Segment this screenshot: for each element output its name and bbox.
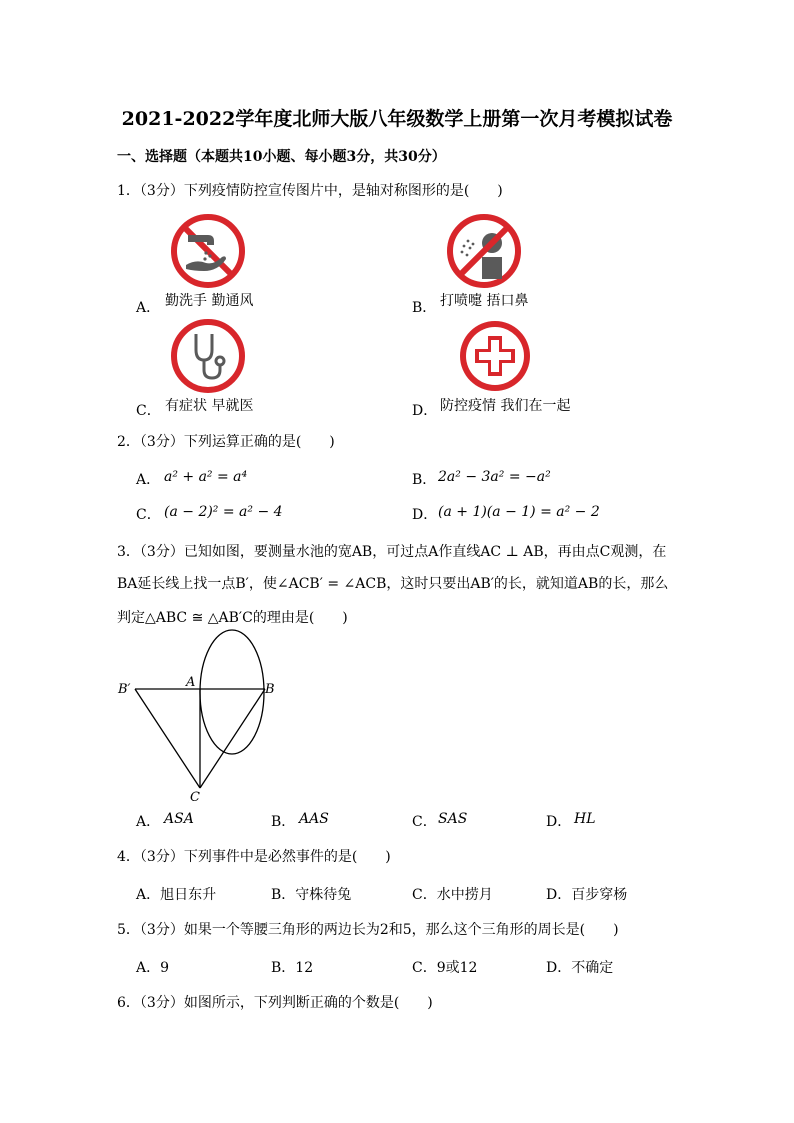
q2-option-c-expr: (a − 2)² = a² − 4 <box>164 504 283 520</box>
q3-option-b-text: AAS <box>299 811 329 827</box>
handwash-icon <box>170 213 246 289</box>
q4-option-a-text: 旭日东升 <box>160 887 217 903</box>
segment-b-c <box>200 689 265 788</box>
q4-option-c-letter: C． <box>412 887 437 903</box>
q5-option-d-letter: D． <box>546 960 572 976</box>
q1-option-b-caption: 打喷嚏 捂口鼻 <box>440 293 529 309</box>
q5-option-b-text: 12 <box>295 960 314 976</box>
q4-option-d-text: 百步穿杨 <box>571 887 628 903</box>
q2-option-a-expr: a² + a² = a⁴ <box>164 469 248 485</box>
q2-option-d-letter[interactable]: D． <box>412 507 438 523</box>
q4-option-a-letter: A． <box>136 887 161 903</box>
q1-option-a-caption: 勤洗手 勤通风 <box>165 293 254 309</box>
q2-option-b-expr: 2a² − 3a² = −a² <box>438 469 551 485</box>
q5-option-a[interactable] <box>136 957 169 977</box>
pond-ellipse <box>200 630 264 754</box>
q3-option-c-letter[interactable]: C． <box>412 814 437 830</box>
q2-option-d-expr: (a + 1)(a − 1) = a² − 2 <box>438 504 600 520</box>
question-6-stem: 6．（3分）如图所示，下列判断正确的个数是( ) <box>117 995 433 1011</box>
q4-option-b-letter: B． <box>271 887 296 903</box>
q1-option-a-letter[interactable]: A． <box>136 300 161 316</box>
page-title: 2021-2022学年度北师大版八年级数学上册第一次月考模拟试卷 <box>121 108 673 130</box>
question-4-stem: 4．（3分）下列事件中是必然事件的是( ) <box>117 849 391 865</box>
label-a: A <box>186 675 196 690</box>
q4-option-a[interactable] <box>136 884 216 904</box>
label-b: B <box>265 682 275 697</box>
label-bprime: B′ <box>118 682 131 697</box>
q5-option-b-letter: B． <box>271 960 296 976</box>
q5-option-a-text: 9 <box>160 960 170 976</box>
q3-option-a-letter[interactable]: A． <box>136 814 161 830</box>
question-5-stem: 5．（3分）如果一个等腰三角形的两边长为2和5，那么这个三角形的周长是( ) <box>117 922 619 938</box>
q4-option-c-text: 水中捞月 <box>436 887 493 903</box>
q5-option-c-text: 9或12 <box>436 960 478 976</box>
q4-option-b-text: 守株待兔 <box>295 887 352 903</box>
question-1-stem: 1．（3分）下列疫情防控宣传图片中，是轴对称图形的是( ) <box>117 183 503 199</box>
q5-option-c-letter: C． <box>412 960 437 976</box>
q5-option-d-text: 不确定 <box>571 960 614 976</box>
question-3-line-3: 判定△ABC ≅ △AB′C的理由是( ) <box>117 610 348 626</box>
label-c: C <box>190 790 200 805</box>
q4-option-b[interactable] <box>271 884 351 904</box>
q1-option-d-caption: 防控疫情 我们在一起 <box>440 398 571 414</box>
no-sneeze-icon <box>446 213 522 289</box>
pond-triangle-figure <box>110 630 290 810</box>
section-heading: 一、选择题（本题共10小题、每小题3分，共30分） <box>117 149 446 165</box>
segment-bprime-c <box>135 689 200 788</box>
q4-option-d[interactable] <box>546 884 627 904</box>
q3-option-d-letter[interactable]: D． <box>546 814 572 830</box>
q5-option-b[interactable] <box>271 957 313 977</box>
question-3-line-1: 3．（3分）已知如图，要测量水池的宽AB，可过点A作直线AC ⊥ AB，再由点C观测，在 <box>117 544 667 560</box>
question-3-line-2: BA延长线上找一点B′，使∠ACB′ = ∠ACB，这时只要出AB′的长，就知道AB的长，那么 <box>117 576 669 592</box>
q4-option-c[interactable] <box>412 884 493 904</box>
q2-option-c-letter[interactable]: C． <box>136 507 161 523</box>
q3-option-a-text: ASA <box>164 811 194 827</box>
q3-option-c-text: SAS <box>438 811 468 827</box>
q3-option-b-letter[interactable]: B． <box>271 814 296 830</box>
q3-option-d-text: HL <box>574 811 596 827</box>
stethoscope-icon <box>170 318 246 394</box>
q5-option-a-letter: A． <box>136 960 161 976</box>
q1-option-d-letter[interactable]: D． <box>412 403 438 419</box>
medical-cross-icon <box>457 318 533 394</box>
q1-option-b-letter[interactable]: B． <box>412 300 437 316</box>
q1-option-c-caption: 有症状 早就医 <box>165 398 254 414</box>
q1-option-c-letter[interactable]: C． <box>136 403 161 419</box>
question-2-stem: 2．（3分）下列运算正确的是( ) <box>117 434 335 450</box>
q4-option-d-letter: D． <box>546 887 572 903</box>
q2-option-b-letter[interactable]: B． <box>412 472 437 488</box>
q2-option-a-letter[interactable]: A． <box>136 472 161 488</box>
q5-option-c[interactable] <box>412 957 477 977</box>
q5-option-d[interactable] <box>546 957 613 977</box>
